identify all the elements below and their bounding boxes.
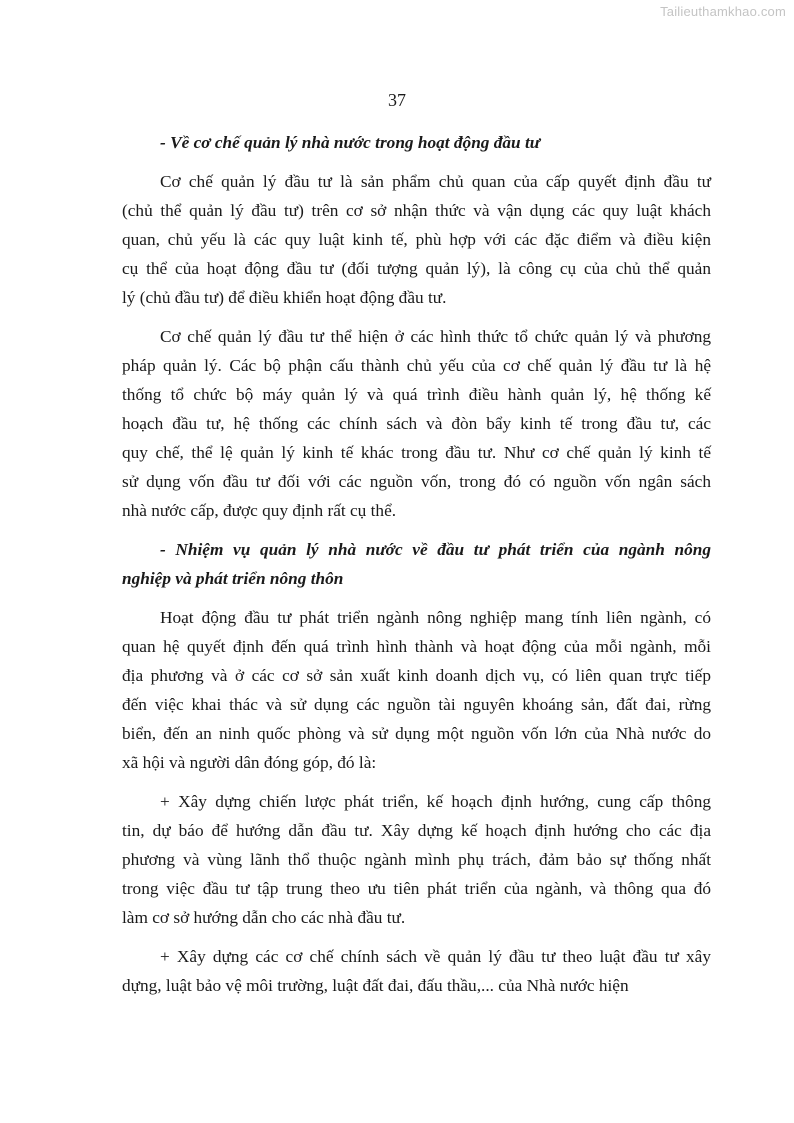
text-line: (chủ thể quản lý đầu tư) trên cơ sở nhận thức và vận dụng các quy luật khách [122, 201, 711, 220]
text-line: Cơ chế quản lý đầu tư thể hiện ở các hình thức tổ chức quản lý và phương [160, 327, 711, 346]
section-heading [160, 128, 711, 157]
text-line: trong việc đầu tư tập trung theo ưu tiên phát triển của ngành, và thông qua đó [122, 879, 711, 898]
paragraph [122, 167, 711, 312]
watermark: Tailieuthamkhao.com [660, 4, 786, 19]
paragraph [122, 322, 711, 525]
document-body [122, 128, 711, 1010]
text-line: Cơ chế quản lý đầu tư là sản phẩm chủ quan của cấp quyết định đầu tư [160, 172, 711, 191]
text-line: nghiệp và phát triển nông thôn [122, 569, 344, 588]
text-line: sử dụng vốn đầu tư đối với các nguồn vốn, trong đó có nguồn vốn ngân sách [122, 472, 711, 491]
text-line: lý (chủ đầu tư) để điều khiển hoạt động đầu tư. [122, 288, 447, 307]
text-line: thống tổ chức bộ máy quản lý và quá trình điều hành quản lý, hệ thống kế [122, 385, 711, 404]
text-line: làm cơ sở hướng dẫn cho các nhà đầu tư. [122, 908, 406, 927]
text-line: + Xây dựng các cơ chế chính sách về quản lý đầu tư theo luật đầu tư xây [160, 947, 711, 966]
text-line: + Xây dựng chiến lược phát triển, kế hoạch định hướng, cung cấp thông [160, 792, 711, 811]
text-line: quy chế, thể lệ quản lý kinh tế khác trong đầu tư. Như cơ chế quản lý kinh tế [122, 443, 711, 462]
paragraph [122, 942, 711, 1000]
text-line: đến việc khai thác và sử dụng các nguồn tài nguyên khoáng sản, đất đai, rừng [122, 695, 711, 714]
text-line: - Về cơ chế quản lý nhà nước trong hoạt động đầu tư [160, 133, 541, 152]
text-line: phương và vùng lãnh thổ thuộc ngành mình phụ trách, đảm bảo sự thống nhất [122, 850, 711, 869]
text-line: địa phương và ở các cơ sở sản xuất kinh doanh dịch vụ, có liên quan trực tiếp [122, 666, 711, 685]
text-line: quan, chủ yếu là các quy luật kinh tế, phù hợp với các đặc điểm và điều kiện [122, 230, 711, 249]
text-line: biển, đến an ninh quốc phòng và sử dụng một nguồn vốn lớn của Nhà nước do [122, 724, 711, 743]
page-number: 37 [388, 90, 406, 110]
text-line: nhà nước cấp, được quy định rất cụ thể. [122, 501, 397, 520]
text-line: tin, dự báo để hướng dẫn đầu tư. Xây dựng kế hoạch định hướng cho các địa [122, 821, 711, 840]
text-line: hoạch đầu tư, hệ thống các chính sách và đòn bẩy kinh tế trong đầu tư, các [122, 414, 711, 433]
text-line: quan hệ quyết định đến quá trình hình thành và hoạt động của mỗi ngành, mỗi [122, 637, 711, 656]
paragraph [122, 603, 711, 777]
text-line: xã hội và người dân đóng góp, đó là: [122, 753, 377, 772]
section-heading [122, 535, 711, 593]
paragraph [122, 787, 711, 932]
text-line: cụ thể của hoạt động đầu tư (đối tượng quản lý), là công cụ của chủ thể quản [122, 259, 711, 278]
text-line: pháp quản lý. Các bộ phận cấu thành chủ yếu của cơ chế quản lý đầu tư là hệ [122, 356, 711, 375]
text-line: dựng, luật bảo vệ môi trường, luật đất đai, đấu thầu,... của Nhà nước hiện [122, 976, 629, 995]
text-line: - Nhiệm vụ quản lý nhà nước về đầu tư phát triển của ngành nông [160, 540, 711, 559]
text-line: Hoạt động đầu tư phát triển ngành nông nghiệp mang tính liên ngành, có [160, 608, 711, 627]
